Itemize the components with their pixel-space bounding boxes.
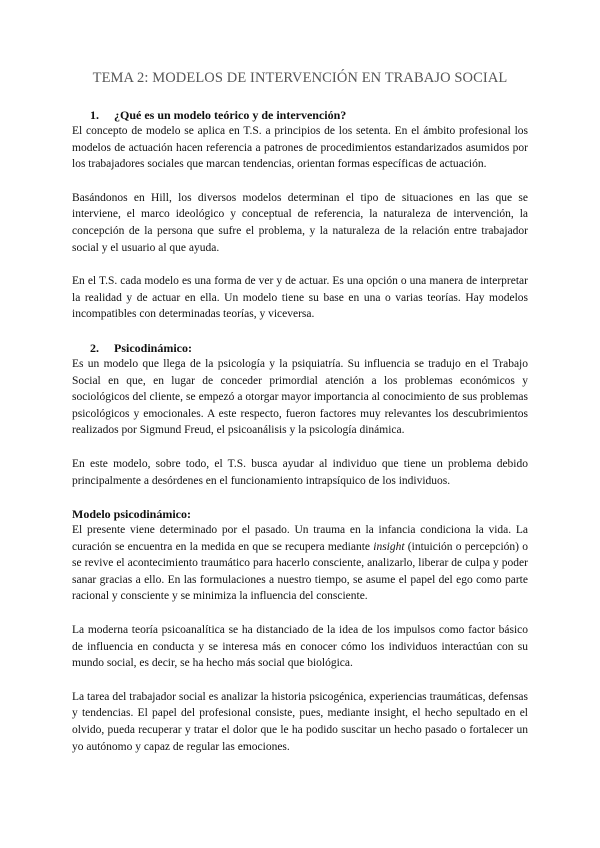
document-page: [72, 70, 528, 772]
subsection-modelo-psicodinamico: [72, 506, 528, 755]
paragraph-text: El presente viene determinado por el pasado. Un trauma en la infancia condiciona la vida. La curación se encuentra en la medida en que se recupera mediante: [72, 524, 528, 553]
paragraph: El concepto de modelo se aplica en T.S. a principios de los setenta. En el ámbito profesional los modelos de actuación hacen referencia a patrones de procedimientos estandarizados asumidos por los trabajadores sociales que marcan tendencias, orientan formas específicas de actuación.: [72, 125, 528, 171]
paragraph: En el T.S. cada modelo es una forma de ver y de actuar. Es una opción o una manera de interpretar la realidad y de actuar en ella. Un modelo tiene su base en una o varias teorías. Hay modelos incompatibles con determinadas teorías, y viceversa.: [72, 275, 528, 321]
section-heading-text: Psicodinámico:: [114, 340, 192, 355]
paragraph: La tarea del trabajador social es analizar la historia psicogénica, experiencias traumáticas, defensas y tendencias. El papel del profesional consiste, pues, mediante insight, el hecho sepultado en el olvido, pueda recuperar y tratar el dolor que le ha podido suscitar un hecho pasado o fortalecer un yo autónomo y capaz de regular las emociones.: [72, 690, 528, 753]
section-number: 1.: [90, 108, 99, 122]
section-heading: [72, 107, 528, 123]
section-heading: [72, 340, 528, 356]
section-1: [72, 107, 528, 323]
paragraph: Basándonos en Hill, los diversos modelos determinan el tipo de situaciones en las que se interviene, el marco ideológico y conceptual de referencia, la naturaleza de intervención, la concepción de la persona que sufre el problema, y la naturaleza de la relación entre trabajador social y el usuario al que ayuda.: [72, 191, 528, 254]
section-2: [72, 340, 528, 489]
section-number: 2.: [90, 340, 99, 355]
paragraph: Es un modelo que llega de la psicología y la psiquiatría. Su influencia se tradujo en el Trabajo Social en que, en lugar de conceder primordial atención a los problemas económicos y sociológicos del cliente, se empezó a otorgar mayor importancia al conocimiento de sus problemas psicológicos y emocionales. A este respecto, fueron factores muy relevantes los descubrimientos realizados por Sigmund Freud, el psicoanálisis y la psicología dinámica.: [72, 357, 528, 437]
section-heading-text: ¿Qué es un modelo teórico y de intervención?: [114, 108, 347, 122]
subsection-heading: Modelo psicodinámico:: [72, 507, 191, 522]
document-title: TEMA 2: MODELOS DE INTERVENCIÓN EN TRABAJO SOCIAL: [92, 70, 508, 86]
paragraph-text: (intuición o percepción) o se revive el acontecimiento traumático para hacerlo consciente, analizarlo, liberar de culpa y poder sanar gracias a ello. En las formulaciones a nuestro tiempo, se asume el papel del ego como parte racional y consciente y se minimiza la influencia del consciente.: [72, 540, 528, 603]
italic-term: insight: [373, 540, 405, 553]
paragraph: [72, 522, 528, 605]
paragraph: En este modelo, sobre todo, el T.S. busca ayudar al individuo que tiene un problema debido principalmente a desórdenes en el funcionamiento intrapsíquico de los individuos.: [72, 457, 528, 487]
paragraph: La moderna teoría psicoanalítica se ha distanciado de la idea de los impulsos como factor básico de influencia en conducta y se interesa más en conocer cómo los individuos interactúan con su mundo social, es decir, se ha hecho más social que biológica.: [72, 624, 528, 670]
